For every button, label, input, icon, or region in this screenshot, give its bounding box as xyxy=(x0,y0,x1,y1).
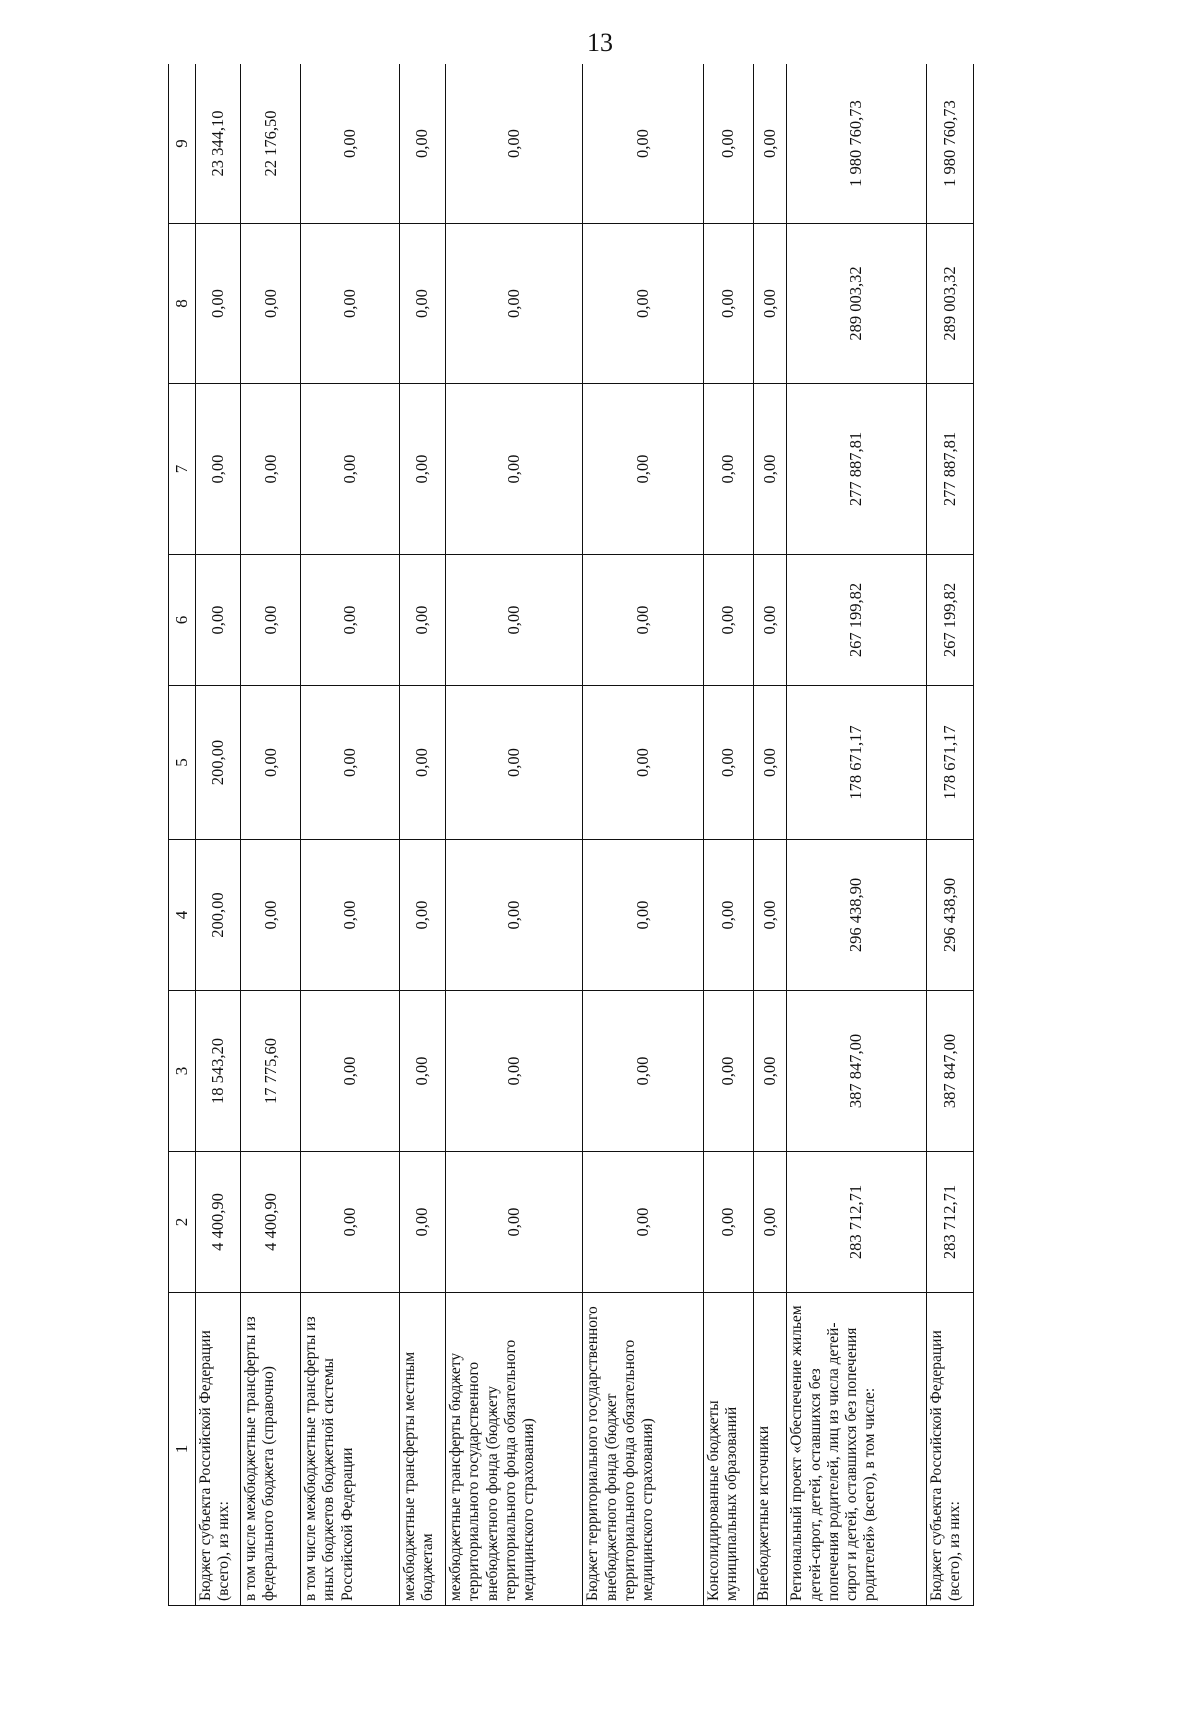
table-cell: 0,00 xyxy=(703,1152,753,1293)
table-cell: 289 003,32 xyxy=(787,224,927,384)
table-cell: 0,00 xyxy=(301,686,400,840)
table-cell: 0,00 xyxy=(753,840,786,991)
table-cell: 0,00 xyxy=(301,840,400,991)
table-cell: 0,00 xyxy=(301,1152,400,1293)
table-cell: 0,00 xyxy=(753,224,786,384)
table-cell: 200,00 xyxy=(196,840,241,991)
table-cell: 0,00 xyxy=(399,64,445,224)
table-cell: 0,00 xyxy=(399,991,445,1152)
table-cell: 22 176,50 xyxy=(241,64,301,224)
row-label: Региональный проект «Обеспечение жильем детей-сирот, детей, оставшихся без попечения родителей, лиц из числа детей-сирот и детей, оставшихся без попечения родителей» (всего), в том числе: xyxy=(787,1293,927,1606)
table-cell: 0,00 xyxy=(583,224,703,384)
table-cell: 283 712,71 xyxy=(926,1152,973,1293)
table-cell: 0,00 xyxy=(703,384,753,555)
table-cell: 0,00 xyxy=(703,555,753,686)
table-row xyxy=(399,64,445,1606)
table-row xyxy=(241,64,301,1606)
table-cell: 283 712,71 xyxy=(787,1152,927,1293)
table-cell: 1 980 760,73 xyxy=(926,64,973,224)
column-header: 7 xyxy=(169,384,196,555)
page-number: 13 xyxy=(587,28,613,57)
row-label: Бюджет субъекта Российской Федерации (всего), из них: xyxy=(196,1293,241,1606)
table-cell: 23 344,10 xyxy=(196,64,241,224)
column-header: 9 xyxy=(169,64,196,224)
table-cell: 0,00 xyxy=(301,384,400,555)
table-cell: 0,00 xyxy=(399,224,445,384)
table-cell: 0,00 xyxy=(301,555,400,686)
table-cell: 267 199,82 xyxy=(926,555,973,686)
header-row xyxy=(169,64,196,1606)
table-cell: 17 775,60 xyxy=(241,991,301,1152)
table-row xyxy=(301,64,400,1606)
table-cell: 0,00 xyxy=(703,686,753,840)
column-header: 3 xyxy=(169,991,196,1152)
table-cell: 0,00 xyxy=(399,686,445,840)
table-cell: 0,00 xyxy=(583,991,703,1152)
table-cell: 0,00 xyxy=(446,555,583,686)
table-cell: 267 199,82 xyxy=(787,555,927,686)
table-cell: 387 847,00 xyxy=(926,991,973,1152)
table-cell: 0,00 xyxy=(753,991,786,1152)
table-cell: 0,00 xyxy=(196,384,241,555)
table-cell: 0,00 xyxy=(446,1152,583,1293)
table-cell: 0,00 xyxy=(301,224,400,384)
table-cell: 0,00 xyxy=(196,224,241,384)
row-label: Бюджет субъекта Российской Федерации (всего), из них: xyxy=(926,1293,973,1606)
table-cell: 0,00 xyxy=(446,384,583,555)
table-cell: 0,00 xyxy=(753,555,786,686)
column-header: 6 xyxy=(169,555,196,686)
table-cell: 0,00 xyxy=(703,224,753,384)
table-row xyxy=(196,64,241,1606)
table-cell: 4 400,90 xyxy=(241,1152,301,1293)
row-label: межбюджетные трансферты местным бюджетам xyxy=(399,1293,445,1606)
table-cell: 0,00 xyxy=(583,64,703,224)
table-cell: 0,00 xyxy=(399,555,445,686)
column-header: 5 xyxy=(169,686,196,840)
table-row xyxy=(703,64,753,1606)
table-cell: 289 003,32 xyxy=(926,224,973,384)
table-cell: 200,00 xyxy=(196,686,241,840)
table-cell: 0,00 xyxy=(703,64,753,224)
table-cell: 0,00 xyxy=(753,686,786,840)
table-cell: 18 543,20 xyxy=(196,991,241,1152)
table-row xyxy=(926,64,973,1606)
table-cell: 387 847,00 xyxy=(787,991,927,1152)
row-label: в том числе межбюджетные трансферты из иных бюджетов бюджетной системы Российской Федерации xyxy=(301,1293,400,1606)
table-cell: 0,00 xyxy=(301,991,400,1152)
table-cell: 0,00 xyxy=(241,555,301,686)
table-cell: 0,00 xyxy=(399,840,445,991)
table-cell: 0,00 xyxy=(241,224,301,384)
table-cell: 296 438,90 xyxy=(926,840,973,991)
table-row xyxy=(583,64,703,1606)
table-cell: 0,00 xyxy=(446,991,583,1152)
table-cell: 0,00 xyxy=(241,384,301,555)
table-cell: 178 671,17 xyxy=(787,686,927,840)
column-header: 2 xyxy=(169,1152,196,1293)
row-label: Внебюджетные источники xyxy=(753,1293,786,1606)
table-cell: 296 438,90 xyxy=(787,840,927,991)
column-header: 8 xyxy=(169,224,196,384)
table-cell: 0,00 xyxy=(446,224,583,384)
table-cell: 0,00 xyxy=(703,991,753,1152)
row-label: Консолидированные бюджеты муниципальных образований xyxy=(703,1293,753,1606)
table-cell: 0,00 xyxy=(583,555,703,686)
column-header: 1 xyxy=(169,1293,196,1606)
row-label: межбюджетные трансферты бюджету территориального государственного внебюджетного фонда (бюджету территориального фонда обязательного медицинского страхования) xyxy=(446,1293,583,1606)
table-row xyxy=(753,64,786,1606)
table-cell: 0,00 xyxy=(399,1152,445,1293)
table-cell: 0,00 xyxy=(446,686,583,840)
budget-table xyxy=(168,64,974,1606)
table-cell: 0,00 xyxy=(399,384,445,555)
table-cell: 277 887,81 xyxy=(926,384,973,555)
table-cell: 0,00 xyxy=(753,384,786,555)
table-row xyxy=(446,64,583,1606)
table-cell: 0,00 xyxy=(583,686,703,840)
table-cell: 0,00 xyxy=(446,840,583,991)
row-label: в том числе межбюджетные трансферты из федерального бюджета (справочно) xyxy=(241,1293,301,1606)
table-cell: 4 400,90 xyxy=(196,1152,241,1293)
table-cell: 0,00 xyxy=(241,686,301,840)
table-cell: 0,00 xyxy=(753,64,786,224)
table-cell: 0,00 xyxy=(583,840,703,991)
table-cell: 277 887,81 xyxy=(787,384,927,555)
table-cell: 0,00 xyxy=(241,840,301,991)
table-cell: 0,00 xyxy=(301,64,400,224)
table-cell: 0,00 xyxy=(196,555,241,686)
table-cell: 0,00 xyxy=(753,1152,786,1293)
table-cell: 0,00 xyxy=(703,840,753,991)
table-cell: 1 980 760,73 xyxy=(787,64,927,224)
table-cell: 0,00 xyxy=(583,1152,703,1293)
table-cell: 178 671,17 xyxy=(926,686,973,840)
table-container xyxy=(168,64,974,1606)
table-cell: 0,00 xyxy=(583,384,703,555)
column-header: 4 xyxy=(169,840,196,991)
row-label: Бюджет территориального государственного внебюджетного фонда (бюджет территориального фонда обязательного медицинского страхования) xyxy=(583,1293,703,1606)
table-cell: 0,00 xyxy=(446,64,583,224)
table-row xyxy=(787,64,927,1606)
